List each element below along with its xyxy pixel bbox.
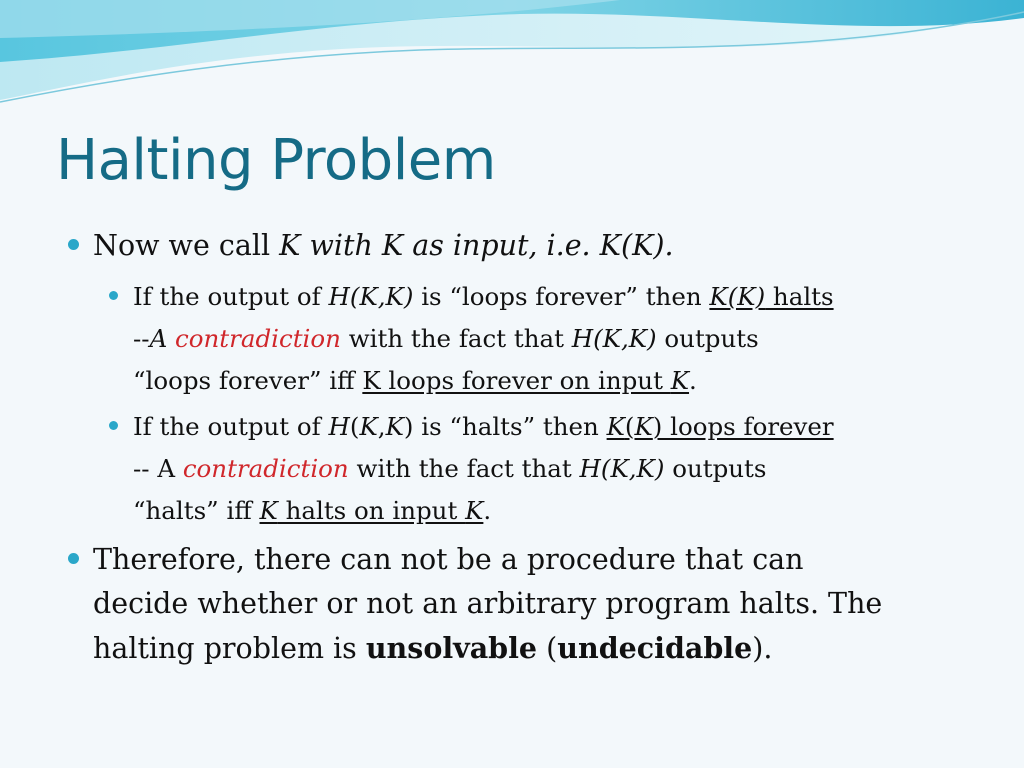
text-run: ) <box>752 632 764 665</box>
text-run-underlined-italic: K(K) <box>709 282 766 311</box>
text-run-italic: A <box>149 324 176 353</box>
text-run-italic: K <box>385 412 404 441</box>
text-run: Now we call <box>93 229 280 262</box>
text-run: with the fact that <box>340 324 572 353</box>
bullet-dot-icon <box>68 239 79 250</box>
text-run-italic: K with K as input, i.e. K(K). <box>279 229 674 262</box>
text-run: outputs <box>656 324 759 353</box>
bullet-level2 <box>133 276 993 402</box>
text-run: “loops forever” iff <box>133 366 363 395</box>
text-run: is “loops forever” then <box>413 282 710 311</box>
bullet-dot-icon <box>68 553 79 564</box>
bullet-level1 <box>93 538 973 671</box>
text-run-italic: K <box>359 412 378 441</box>
text-run: . <box>763 632 773 665</box>
text-run-underlined: ) loops forever <box>652 412 834 441</box>
slide-title: Halting Problem <box>56 128 496 193</box>
text-run-underlined-italic: K <box>634 412 653 441</box>
text-run: . <box>483 496 492 525</box>
header-wave-decoration <box>0 0 1024 120</box>
text-run-underlined-italic: K <box>670 366 690 395</box>
text-run: with the fact that <box>348 454 580 483</box>
text-run: ( <box>537 632 558 665</box>
text-run-underlined-italic: K <box>465 496 484 525</box>
text-run: , <box>377 412 386 441</box>
text-run: ) is “halts” then <box>403 412 607 441</box>
text-run-italic: H(K,K) <box>328 282 414 311</box>
text-run-italic: H <box>328 412 350 441</box>
bullet-level1 <box>93 224 973 268</box>
contradiction-emphasis: contradiction <box>175 324 341 353</box>
bullet-level2 <box>133 406 993 532</box>
bullet-dot-icon <box>109 421 118 430</box>
text-run-italic: H(K,K) <box>579 454 665 483</box>
contradiction-emphasis: contradiction <box>182 454 349 483</box>
text-run-underlined-italic: K <box>606 412 625 441</box>
text-run: “halts” iff <box>133 496 260 525</box>
text-run: . <box>689 366 697 395</box>
text-run-underlined-italic: K <box>259 496 278 525</box>
text-run: Therefore, there can not be a procedure that can <box>93 543 804 576</box>
text-run-underlined: halts on input <box>277 496 466 525</box>
text-run: outputs <box>664 454 767 483</box>
text-run-bold: undecidable <box>557 631 753 665</box>
text-run-underlined: ( <box>624 412 635 441</box>
text-run-underlined: halts <box>765 282 834 311</box>
text-run-bold: unsolvable <box>365 631 538 665</box>
text-run-underlined: K loops forever on input <box>362 366 671 395</box>
text-run: halting problem is <box>93 632 366 665</box>
text-run: decide whether or not an arbitrary program halts. The <box>93 587 883 620</box>
text-run-italic: H(K,K) <box>571 324 657 353</box>
text-run: -- A <box>133 454 183 483</box>
text-run: If the output of <box>133 412 329 441</box>
text-run: If the output of <box>133 282 329 311</box>
text-run: -- <box>133 324 150 353</box>
text-run: ( <box>349 412 360 441</box>
bullet-dot-icon <box>109 291 118 300</box>
